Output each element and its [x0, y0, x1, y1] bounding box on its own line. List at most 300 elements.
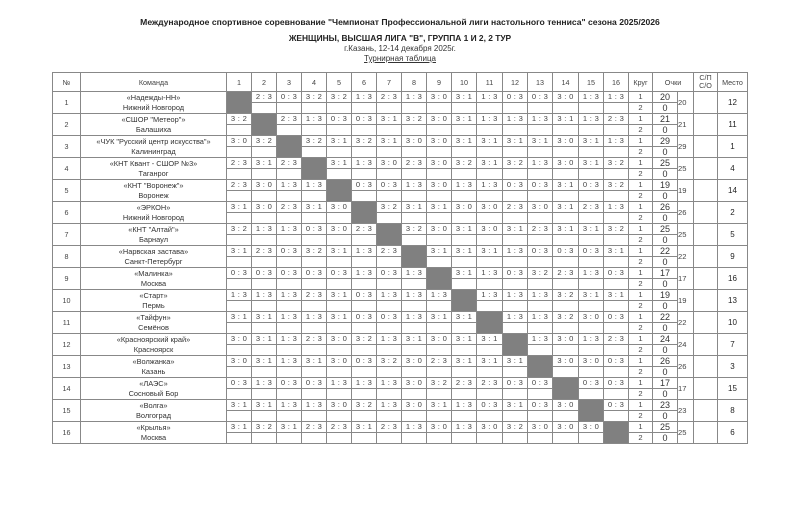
- score-cell: 3 : 0: [427, 224, 452, 235]
- score-cell-empty: [579, 191, 604, 202]
- score-cell-empty: [528, 279, 553, 290]
- team-name: «Малинка»: [134, 268, 173, 278]
- round-cell: 2: [629, 257, 653, 268]
- score-cell-empty: [427, 345, 452, 356]
- score-cell-empty: [277, 433, 302, 444]
- team-name: «СШОР "Метеор"»: [121, 114, 186, 124]
- table-row: [53, 334, 748, 345]
- row-number: 2: [53, 114, 81, 136]
- score-cell: 3 : 1: [452, 268, 477, 279]
- col-header-game: 8: [402, 73, 427, 92]
- score-cell-empty: [553, 323, 579, 334]
- score-cell-empty: [352, 323, 377, 334]
- score-cell: 3 : 2: [604, 158, 629, 169]
- score-cell: 0 : 3: [352, 312, 377, 323]
- tournament-table: [52, 72, 748, 444]
- round-cell: 1: [629, 246, 653, 257]
- table-row: [53, 224, 748, 235]
- score-cell: 3 : 1: [227, 400, 252, 411]
- score-cell-empty: [579, 345, 604, 356]
- score-cell-empty: [227, 213, 252, 224]
- team-city: Казань: [141, 366, 166, 376]
- score-cell: 3 : 1: [452, 114, 477, 125]
- score-cell: 3 : 2: [452, 158, 477, 169]
- score-cell: 1 : 3: [377, 334, 402, 345]
- table-row: [53, 114, 748, 125]
- score-cell-empty: [302, 389, 327, 400]
- score-cell-empty: [427, 257, 452, 268]
- score-cell: 2 : 3: [579, 202, 604, 213]
- score-cell: 3 : 2: [528, 268, 553, 279]
- sp-so-cell: [694, 356, 718, 378]
- score-cell-empty: [528, 235, 553, 246]
- score-cell: 3 : 1: [528, 136, 553, 147]
- score-cell: 1 : 3: [579, 114, 604, 125]
- score-cell-empty: [452, 389, 477, 400]
- score-cell-empty: [277, 257, 302, 268]
- score-cell: 3 : 1: [327, 290, 352, 301]
- score-cell: 3 : 0: [427, 158, 452, 169]
- score-cell: 1 : 3: [252, 224, 277, 235]
- col-header-sp: С/П: [699, 73, 712, 82]
- score-cell-empty: [227, 323, 252, 334]
- score-cell-empty: [503, 367, 528, 378]
- points-total: 25: [678, 224, 694, 246]
- diagonal-cell: [427, 268, 452, 290]
- table-row: [53, 356, 748, 367]
- score-cell: 2 : 3: [302, 422, 327, 433]
- score-cell-empty: [227, 301, 252, 312]
- score-cell: 0 : 3: [277, 92, 302, 103]
- score-cell-empty: [579, 389, 604, 400]
- score-cell: 0 : 3: [604, 356, 629, 367]
- col-header-game: 12: [503, 73, 528, 92]
- score-cell-empty: [553, 147, 579, 158]
- table-row: [53, 92, 748, 103]
- score-cell: 1 : 3: [477, 114, 503, 125]
- score-cell: 3 : 1: [452, 224, 477, 235]
- team-cell: [81, 92, 227, 114]
- score-cell-empty: [604, 367, 629, 378]
- score-cell-empty: [528, 345, 553, 356]
- round-cell: 2: [629, 301, 653, 312]
- score-cell-empty: [352, 367, 377, 378]
- row-number: 13: [53, 356, 81, 378]
- team-cell: [81, 356, 227, 378]
- location-date: г.Казань, 12-14 декабря 2025г.: [344, 44, 456, 53]
- score-cell-empty: [377, 169, 402, 180]
- points-total: 26: [678, 202, 694, 224]
- score-cell: 3 : 1: [252, 400, 277, 411]
- score-cell-empty: [477, 301, 503, 312]
- score-cell: 3 : 1: [427, 312, 452, 323]
- score-cell-empty: [579, 301, 604, 312]
- score-cell: 2 : 3: [377, 92, 402, 103]
- sp-so-cell: [694, 158, 718, 180]
- score-cell-empty: [252, 345, 277, 356]
- row-number: 10: [53, 290, 81, 312]
- score-cell-empty: [553, 125, 579, 136]
- score-cell: 1 : 3: [477, 290, 503, 301]
- points-total: 21: [678, 114, 694, 136]
- score-cell: 1 : 3: [528, 312, 553, 323]
- score-cell-empty: [377, 323, 402, 334]
- team-cell: [81, 400, 227, 422]
- score-cell: 0 : 3: [227, 378, 252, 389]
- score-cell: 3 : 1: [579, 224, 604, 235]
- score-cell-empty: [553, 433, 579, 444]
- score-cell: 0 : 3: [579, 246, 604, 257]
- score-cell-empty: [402, 279, 427, 290]
- score-cell-empty: [528, 411, 553, 422]
- score-cell: 1 : 3: [402, 312, 427, 323]
- score-cell: 1 : 3: [352, 92, 377, 103]
- score-cell-empty: [227, 279, 252, 290]
- row-number: 16: [53, 422, 81, 444]
- score-cell: 2 : 3: [604, 114, 629, 125]
- score-cell: 2 : 3: [402, 158, 427, 169]
- points-cell: 19: [653, 180, 678, 191]
- score-cell-empty: [427, 191, 452, 202]
- row-number: 14: [53, 378, 81, 400]
- sp-so-cell: [694, 268, 718, 290]
- score-cell: 3 : 1: [553, 202, 579, 213]
- score-cell-empty: [377, 367, 402, 378]
- team-name: «КНТ "Алтай"»: [128, 224, 179, 234]
- score-cell-empty: [327, 279, 352, 290]
- points-cell: 0: [653, 433, 678, 444]
- score-cell: 3 : 2: [302, 92, 327, 103]
- points-cell: 26: [653, 356, 678, 367]
- row-number: 9: [53, 268, 81, 290]
- score-cell: 2 : 3: [227, 180, 252, 191]
- score-cell-empty: [427, 411, 452, 422]
- score-cell-empty: [352, 433, 377, 444]
- team-name: «Волжанка»: [132, 356, 175, 366]
- place-cell: 1: [718, 136, 748, 158]
- table-body: [53, 92, 748, 444]
- col-header-krug: Круг: [629, 73, 653, 92]
- diagonal-cell: [477, 312, 503, 334]
- row-number: 15: [53, 400, 81, 422]
- score-cell: 3 : 1: [452, 92, 477, 103]
- score-cell-empty: [427, 235, 452, 246]
- sp-so-cell: [694, 334, 718, 356]
- score-cell: 3 : 1: [477, 158, 503, 169]
- team-cell: [81, 180, 227, 202]
- score-cell-empty: [503, 147, 528, 158]
- row-number: 1: [53, 92, 81, 114]
- round-cell: 2: [629, 345, 653, 356]
- score-cell-empty: [227, 433, 252, 444]
- score-cell: 3 : 0: [327, 202, 352, 213]
- score-cell-empty: [352, 191, 377, 202]
- score-cell-empty: [528, 301, 553, 312]
- score-cell-empty: [352, 345, 377, 356]
- score-cell: 3 : 1: [553, 224, 579, 235]
- score-cell: 3 : 2: [302, 136, 327, 147]
- score-cell: 3 : 2: [227, 224, 252, 235]
- points-cell: 0: [653, 411, 678, 422]
- score-cell-empty: [352, 257, 377, 268]
- place-cell: 10: [718, 312, 748, 334]
- score-cell: 3 : 0: [553, 334, 579, 345]
- points-cell: 0: [653, 389, 678, 400]
- score-cell: 3 : 1: [327, 158, 352, 169]
- score-cell: 3 : 0: [528, 202, 553, 213]
- score-cell: 1 : 3: [302, 180, 327, 191]
- col-header-game: 10: [452, 73, 477, 92]
- diagonal-cell: [553, 378, 579, 400]
- score-cell-empty: [302, 213, 327, 224]
- points-total: 24: [678, 334, 694, 356]
- score-cell: 1 : 3: [302, 400, 327, 411]
- points-cell: 0: [653, 147, 678, 158]
- team-name: «Крылья»: [136, 422, 171, 432]
- score-cell: 3 : 2: [604, 180, 629, 191]
- table-title: Турнирная таблица: [364, 54, 436, 63]
- points-cell: 25: [653, 158, 678, 169]
- score-cell-empty: [528, 191, 553, 202]
- score-cell-empty: [427, 301, 452, 312]
- score-cell-empty: [302, 279, 327, 290]
- score-cell: 3 : 2: [427, 378, 452, 389]
- team-city: Санкт-Петербург: [124, 256, 183, 266]
- score-cell-empty: [477, 213, 503, 224]
- score-cell-empty: [452, 323, 477, 334]
- score-cell-empty: [604, 169, 629, 180]
- points-total: 23: [678, 400, 694, 422]
- header-row: [53, 73, 748, 92]
- team-city: Нижний Новгород: [122, 212, 185, 222]
- row-number: 4: [53, 158, 81, 180]
- score-cell: 3 : 1: [579, 290, 604, 301]
- score-cell: 1 : 3: [352, 158, 377, 169]
- score-cell-empty: [503, 213, 528, 224]
- diagonal-cell: [377, 224, 402, 246]
- score-cell: 3 : 0: [579, 312, 604, 323]
- score-cell: 1 : 3: [477, 268, 503, 279]
- score-cell-empty: [352, 103, 377, 114]
- team-city: Таганрог: [138, 168, 169, 178]
- col-header-game: 13: [528, 73, 553, 92]
- points-cell: 0: [653, 125, 678, 136]
- col-header-game: 5: [327, 73, 352, 92]
- score-cell: 3 : 2: [352, 334, 377, 345]
- diagonal-cell: [604, 422, 629, 444]
- row-number: 5: [53, 180, 81, 202]
- score-cell-empty: [477, 147, 503, 158]
- round-cell: 1: [629, 268, 653, 279]
- score-cell-empty: [477, 235, 503, 246]
- diagonal-cell: [252, 114, 277, 136]
- score-cell-empty: [327, 301, 352, 312]
- score-cell: 1 : 3: [327, 378, 352, 389]
- score-cell: 1 : 3: [277, 290, 302, 301]
- points-cell: 0: [653, 169, 678, 180]
- points-total: 20: [678, 92, 694, 114]
- team-city: Воронеж: [138, 190, 169, 200]
- score-cell-empty: [352, 169, 377, 180]
- score-cell-empty: [402, 433, 427, 444]
- score-cell: 0 : 3: [302, 268, 327, 279]
- team-city: Сосновый Бор: [128, 388, 179, 398]
- score-cell: 1 : 3: [377, 290, 402, 301]
- score-cell-empty: [277, 389, 302, 400]
- score-cell: 1 : 3: [227, 290, 252, 301]
- points-cell: 0: [653, 301, 678, 312]
- score-cell: 3 : 1: [352, 422, 377, 433]
- col-header-game: 11: [477, 73, 503, 92]
- table-row: [53, 202, 748, 213]
- score-cell-empty: [327, 257, 352, 268]
- score-cell-empty: [227, 191, 252, 202]
- score-cell-empty: [352, 279, 377, 290]
- place-cell: 12: [718, 92, 748, 114]
- score-cell-empty: [402, 169, 427, 180]
- score-cell-empty: [277, 301, 302, 312]
- score-cell-empty: [277, 367, 302, 378]
- score-cell: 3 : 1: [452, 312, 477, 323]
- score-cell-empty: [352, 235, 377, 246]
- diagonal-cell: [452, 290, 477, 312]
- round-cell: 1: [629, 422, 653, 433]
- score-cell: 3 : 2: [377, 356, 402, 367]
- score-cell-empty: [302, 257, 327, 268]
- place-cell: 13: [718, 290, 748, 312]
- points-total: 25: [678, 422, 694, 444]
- score-cell-empty: [503, 125, 528, 136]
- score-cell: 1 : 3: [477, 180, 503, 191]
- score-cell: 2 : 3: [227, 158, 252, 169]
- score-cell: 1 : 3: [277, 224, 302, 235]
- score-cell-empty: [327, 323, 352, 334]
- score-cell: 0 : 3: [579, 180, 604, 191]
- team-cell: [81, 224, 227, 246]
- score-cell-empty: [377, 411, 402, 422]
- score-cell: 0 : 3: [528, 246, 553, 257]
- league-title: ЖЕНЩИНЫ, ВЫСШАЯ ЛИГА "В", ГРУППА 1 И 2, 2 ТУР: [288, 33, 512, 43]
- score-cell-empty: [277, 279, 302, 290]
- score-cell: 3 : 0: [477, 224, 503, 235]
- round-cell: 2: [629, 389, 653, 400]
- team-name: «КНТ Квант - СШОР №3»: [109, 158, 198, 168]
- score-cell-empty: [252, 257, 277, 268]
- col-header-game: 9: [427, 73, 452, 92]
- score-cell: 1 : 3: [277, 312, 302, 323]
- score-cell: 0 : 3: [604, 268, 629, 279]
- score-cell-empty: [452, 191, 477, 202]
- score-cell-empty: [227, 411, 252, 422]
- score-cell-empty: [427, 433, 452, 444]
- team-city: Волгоград: [135, 410, 172, 420]
- score-cell-empty: [553, 257, 579, 268]
- score-cell: 0 : 3: [528, 92, 553, 103]
- score-cell: 3 : 1: [452, 136, 477, 147]
- row-number: 7: [53, 224, 81, 246]
- score-cell-empty: [503, 103, 528, 114]
- score-cell-empty: [503, 433, 528, 444]
- score-cell: 3 : 2: [352, 400, 377, 411]
- points-total: 17: [678, 378, 694, 400]
- score-cell-empty: [252, 411, 277, 422]
- score-cell-empty: [327, 125, 352, 136]
- score-cell: 2 : 3: [252, 246, 277, 257]
- team-cell: [81, 290, 227, 312]
- score-cell: 3 : 1: [227, 422, 252, 433]
- sp-so-cell: [694, 422, 718, 444]
- score-cell: 0 : 3: [327, 268, 352, 279]
- score-cell: 0 : 3: [477, 400, 503, 411]
- score-cell-empty: [477, 433, 503, 444]
- col-header-game: 6: [352, 73, 377, 92]
- score-cell-empty: [604, 213, 629, 224]
- team-city: Семёнов: [138, 322, 169, 332]
- score-cell-empty: [377, 301, 402, 312]
- score-cell-empty: [252, 213, 277, 224]
- score-cell-empty: [377, 279, 402, 290]
- points-total: 17: [678, 268, 694, 290]
- score-cell-empty: [477, 411, 503, 422]
- score-cell-empty: [227, 235, 252, 246]
- score-cell: 3 : 0: [327, 400, 352, 411]
- score-cell-empty: [604, 147, 629, 158]
- score-cell-empty: [327, 169, 352, 180]
- score-cell: 0 : 3: [503, 268, 528, 279]
- score-cell: 1 : 3: [402, 422, 427, 433]
- sp-so-cell: [694, 378, 718, 400]
- points-cell: 22: [653, 246, 678, 257]
- score-cell: 3 : 1: [427, 202, 452, 213]
- place-cell: 2: [718, 202, 748, 224]
- score-cell-empty: [579, 235, 604, 246]
- score-cell: 1 : 3: [503, 114, 528, 125]
- score-cell-empty: [477, 279, 503, 290]
- score-cell-empty: [402, 367, 427, 378]
- row-number: 8: [53, 246, 81, 268]
- col-header-game: 16: [604, 73, 629, 92]
- sp-so-cell: [694, 92, 718, 114]
- score-cell: 3 : 0: [402, 400, 427, 411]
- score-cell-empty: [252, 279, 277, 290]
- score-cell-empty: [477, 345, 503, 356]
- score-cell-empty: [352, 411, 377, 422]
- team-name: «ЛАЭС»: [139, 378, 168, 388]
- sp-so-cell: [694, 180, 718, 202]
- score-cell: 3 : 2: [553, 290, 579, 301]
- points-cell: 17: [653, 268, 678, 279]
- round-cell: 2: [629, 279, 653, 290]
- score-cell-empty: [604, 301, 629, 312]
- score-cell: 1 : 3: [452, 422, 477, 433]
- competition-title: Международное спортивное соревнование "Чемпионат Профессиональной лиги настольного тенниса" сезона 2025/2026: [140, 17, 660, 27]
- score-cell-empty: [327, 235, 352, 246]
- sp-so-cell: [694, 400, 718, 422]
- score-cell: 3 : 1: [452, 246, 477, 257]
- score-cell-empty: [252, 301, 277, 312]
- round-cell: 2: [629, 103, 653, 114]
- table-row: [53, 312, 748, 323]
- score-cell-empty: [503, 235, 528, 246]
- team-cell: [81, 268, 227, 290]
- score-cell: 0 : 3: [377, 268, 402, 279]
- score-cell: 0 : 3: [503, 92, 528, 103]
- score-cell-empty: [402, 213, 427, 224]
- round-cell: 1: [629, 136, 653, 147]
- team-cell: [81, 246, 227, 268]
- score-cell: 0 : 3: [277, 246, 302, 257]
- score-cell: 3 : 1: [302, 202, 327, 213]
